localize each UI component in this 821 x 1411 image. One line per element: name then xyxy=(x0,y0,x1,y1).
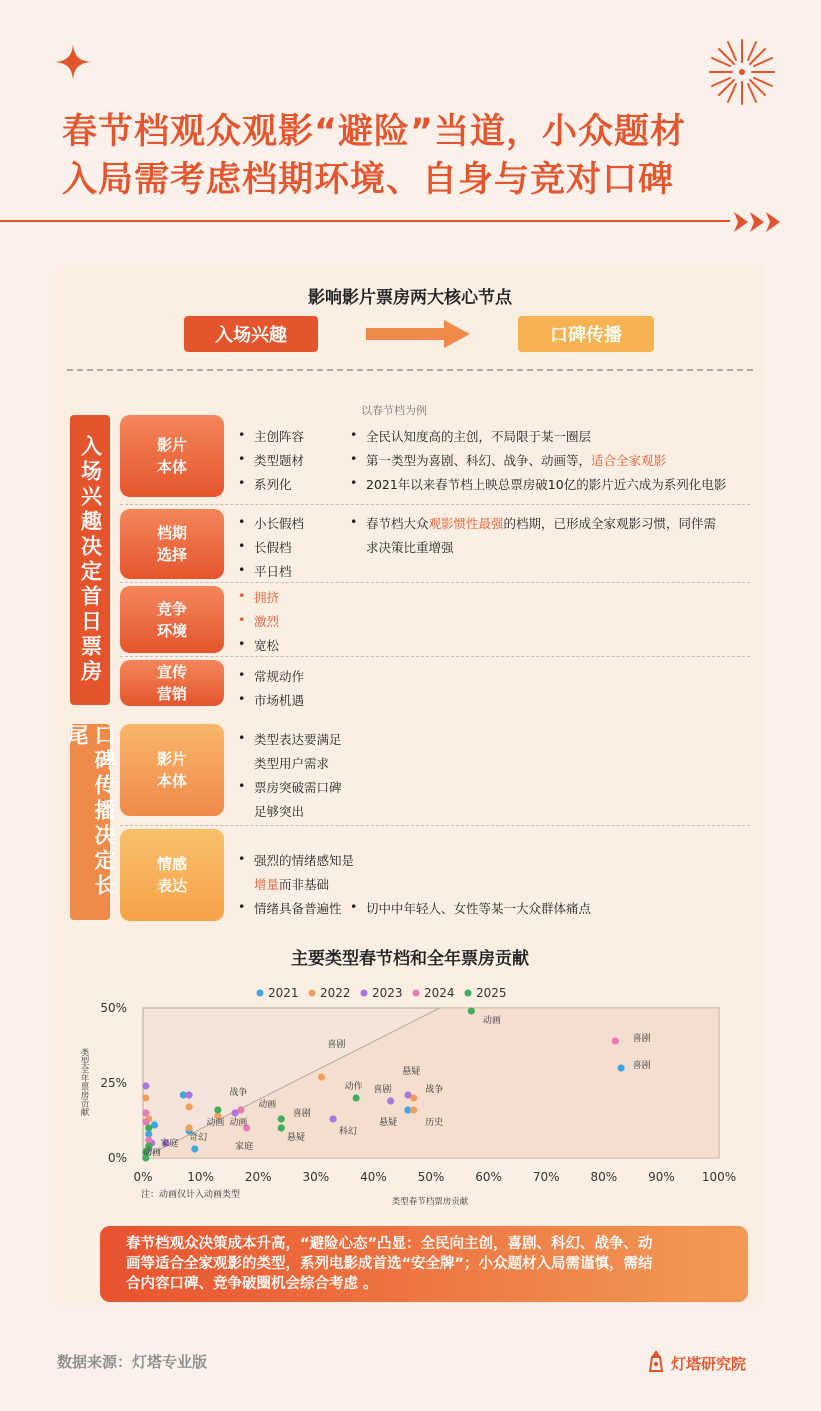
x-tick-label: 0% xyxy=(133,1170,153,1184)
data-point xyxy=(468,1007,475,1014)
data-point xyxy=(278,1124,285,1131)
factor-note: • 切中中年轻人、女性等某一大众群体痛点 xyxy=(366,899,591,917)
point-annotation: 喜剧 xyxy=(632,1061,651,1071)
point-annotation: 悬疑 xyxy=(379,1118,398,1128)
factor-item: 类型用户需求 xyxy=(254,756,330,771)
sparkle-icon xyxy=(55,44,91,80)
data-point xyxy=(353,1094,360,1101)
factor-item: • 类型表达要满足 xyxy=(254,730,342,748)
data-point xyxy=(142,1109,149,1116)
point-annotation: 历史 xyxy=(425,1118,444,1128)
y-tick-label: 25% xyxy=(100,1076,127,1090)
factor-item: • 情绪具备普遍性 xyxy=(254,899,342,917)
factor-note: • 2021年以来春节档上映总票房破10亿的影片近六成为系列化电影 xyxy=(366,475,726,493)
data-point xyxy=(329,1115,336,1122)
factor-item: • 类型题材 xyxy=(254,451,304,469)
summary-line: 合内容口碑、竞争破圈机会综合考虑 。 xyxy=(126,1276,378,1292)
point-annotation: 动画 xyxy=(143,1148,162,1158)
legend-label: 2025 xyxy=(476,986,507,1000)
data-point xyxy=(404,1091,411,1098)
factor-name: 环境 xyxy=(156,621,187,640)
point-annotation: 动画 xyxy=(206,1118,225,1128)
factor-note: • 第一类型为喜剧、科幻、战争、动画等，适合全家观影 xyxy=(366,451,666,469)
data-point xyxy=(387,1097,394,1104)
legend-marker xyxy=(413,990,420,997)
factor-name: 影片 xyxy=(156,436,187,454)
title-divider xyxy=(0,220,730,222)
factor-item: • 常规动作 xyxy=(254,667,304,685)
factor-name: 情感 xyxy=(156,855,187,873)
point-annotation: 战争 xyxy=(425,1085,444,1095)
factor-schedule xyxy=(120,509,224,579)
point-annotation: 战争 xyxy=(229,1088,248,1098)
group-label-text: 口碑传播决定长尾 xyxy=(65,724,116,899)
factor-name: 营销 xyxy=(156,685,187,703)
x-tick-label: 50% xyxy=(417,1170,445,1184)
node-entry-interest: 入场兴趣 xyxy=(184,316,318,352)
legend-marker xyxy=(257,990,264,997)
chart-note: 注：动画仅计入动画类型 xyxy=(141,1190,241,1200)
row-separator xyxy=(120,582,750,583)
point-annotation: 科幻 xyxy=(338,1127,357,1137)
factor-name: 本体 xyxy=(156,772,187,790)
group-label-wom xyxy=(65,724,116,920)
factor-item: • 长假档 xyxy=(254,538,292,556)
data-point xyxy=(617,1064,624,1071)
data-point xyxy=(185,1124,192,1131)
factor-name: 竞争 xyxy=(156,599,187,618)
factor-name: 选择 xyxy=(156,546,187,564)
data-point xyxy=(142,1082,149,1089)
legend-marker xyxy=(361,990,368,997)
summary-line: 画等适合全家观影的类型，系列电影成首选“安全牌”；小众题材入局需谨慎，需结 xyxy=(126,1256,653,1272)
factor-name: 档期 xyxy=(156,524,187,542)
point-annotation: 动作 xyxy=(344,1082,363,1092)
lighthouse-logo-icon xyxy=(645,1349,667,1373)
factor-item: • 系列化 xyxy=(254,475,292,493)
data-point xyxy=(278,1115,285,1122)
point-annotation: 奇幻 xyxy=(189,1133,208,1143)
factor-note: 求决策比重增强 xyxy=(366,540,454,555)
factor-item: • 小长假档 xyxy=(254,514,304,532)
x-tick-label: 90% xyxy=(648,1170,675,1184)
chart-title: 主要类型春节档和全年票房贡献 xyxy=(291,949,529,969)
x-tick-label: 70% xyxy=(532,1170,560,1184)
legend-label: 2022 xyxy=(320,986,351,1000)
x-tick-label: 30% xyxy=(302,1170,330,1184)
factor-item: • 激烈 xyxy=(254,612,279,630)
point-annotation: 喜剧 xyxy=(373,1085,392,1095)
legend-marker xyxy=(465,990,472,997)
data-point xyxy=(214,1106,221,1113)
factor-item: • 市场机遇 xyxy=(254,691,304,709)
x-tick-label: 20% xyxy=(244,1170,272,1184)
page-title-line-2: 入局需考虑档期环境、自身与竞对口碑 xyxy=(62,160,675,200)
x-tick-label: 40% xyxy=(360,1170,387,1184)
summary-line: 春节档观众决策成本升高，“避险心态”凸显：全民向主创，喜剧、科幻、战争、动 xyxy=(126,1236,653,1252)
data-point xyxy=(185,1103,192,1110)
factor-item: • 宽松 xyxy=(254,636,279,654)
data-point xyxy=(185,1091,192,1098)
factor-item: 增量而非基础 xyxy=(254,877,330,892)
factor-item: • 强烈的情绪感知是 xyxy=(254,851,354,869)
brand-name: 灯塔研究院 xyxy=(671,1355,747,1373)
legend-label: 2023 xyxy=(372,986,403,1000)
row-separator xyxy=(120,504,750,505)
point-annotation: 悬疑 xyxy=(402,1067,421,1077)
group-label-text: 入场兴趣决定首日票房 xyxy=(78,435,103,685)
point-annotation: 喜剧 xyxy=(292,1109,311,1119)
summary-box xyxy=(100,1226,748,1302)
factor-competition xyxy=(120,586,224,653)
factor-marketing xyxy=(120,660,224,706)
data-point xyxy=(410,1106,417,1113)
group-label-entry xyxy=(70,415,110,705)
factor-emotion xyxy=(120,829,224,921)
legend-label: 2021 xyxy=(268,986,299,1000)
data-point xyxy=(145,1124,152,1131)
point-annotation: 悬疑 xyxy=(287,1133,306,1143)
point-annotation: 喜剧 xyxy=(327,1040,346,1050)
node-word-of-mouth: 口碑传播 xyxy=(518,316,654,352)
legend-label: 2024 xyxy=(424,986,455,1000)
data-point xyxy=(191,1145,198,1152)
section-divider xyxy=(67,369,753,371)
factor-name: 宣传 xyxy=(156,663,187,681)
example-note: 以春节档为例 xyxy=(361,404,427,417)
factor-item: • 主创阵容 xyxy=(254,427,304,445)
factor-name: 表达 xyxy=(156,877,187,895)
factor-note: • 春节档大众观影惯性最强的档期，已形成全家观影习惯，同伴需 xyxy=(366,514,716,532)
factor-note: • 全民认知度高的主创，不局限于某一圈层 xyxy=(366,427,591,445)
legend-marker xyxy=(309,990,316,997)
data-source: 数据来源：灯塔专业版 xyxy=(57,1353,208,1371)
point-annotation: 动画 xyxy=(229,1118,248,1128)
data-point xyxy=(237,1106,244,1113)
x-axis-label: 类型春节档票房贡献 xyxy=(391,1197,469,1207)
arrow-right-icon xyxy=(366,318,472,350)
factor-item: • 平日档 xyxy=(254,562,292,580)
row-separator xyxy=(120,656,750,657)
point-annotation: 家庭 xyxy=(235,1142,254,1152)
factor-item: • 票房突破需口碑 xyxy=(254,778,342,796)
factor-film-body-wom xyxy=(120,724,224,816)
factor-film-body xyxy=(120,415,224,497)
data-point xyxy=(142,1094,149,1101)
nodes-heading: 影响影片票房两大核心节点 xyxy=(308,288,512,308)
scatter-chart xyxy=(0,935,821,1215)
x-tick-label: 10% xyxy=(187,1170,214,1184)
factor-item: 足够突出 xyxy=(254,804,305,819)
point-annotation: 喜剧 xyxy=(632,1034,651,1044)
row-separator xyxy=(120,825,750,826)
factor-name: 本体 xyxy=(156,458,187,476)
data-point xyxy=(612,1037,619,1044)
y-tick-label: 50% xyxy=(100,1001,127,1015)
data-point xyxy=(318,1073,325,1080)
factor-name: 影片 xyxy=(156,750,187,768)
x-tick-label: 60% xyxy=(475,1170,502,1184)
triple-arrow-icon xyxy=(732,210,786,234)
point-annotation: 家庭 xyxy=(160,1139,179,1149)
y-tick-label: 0% xyxy=(107,1151,127,1165)
point-annotation: 动画 xyxy=(482,1016,501,1026)
page-title-line-1: 春节档观众观影“避险”当道，小众题材 xyxy=(62,112,687,152)
factor-item: • 拥挤 xyxy=(254,588,279,606)
firework-icon xyxy=(706,36,778,108)
y-axis-label: 类型全年票房贡献 xyxy=(79,1048,89,1116)
point-annotation: 动画 xyxy=(258,1100,277,1110)
x-tick-label: 80% xyxy=(590,1170,618,1184)
x-tick-label: 100% xyxy=(701,1170,737,1184)
